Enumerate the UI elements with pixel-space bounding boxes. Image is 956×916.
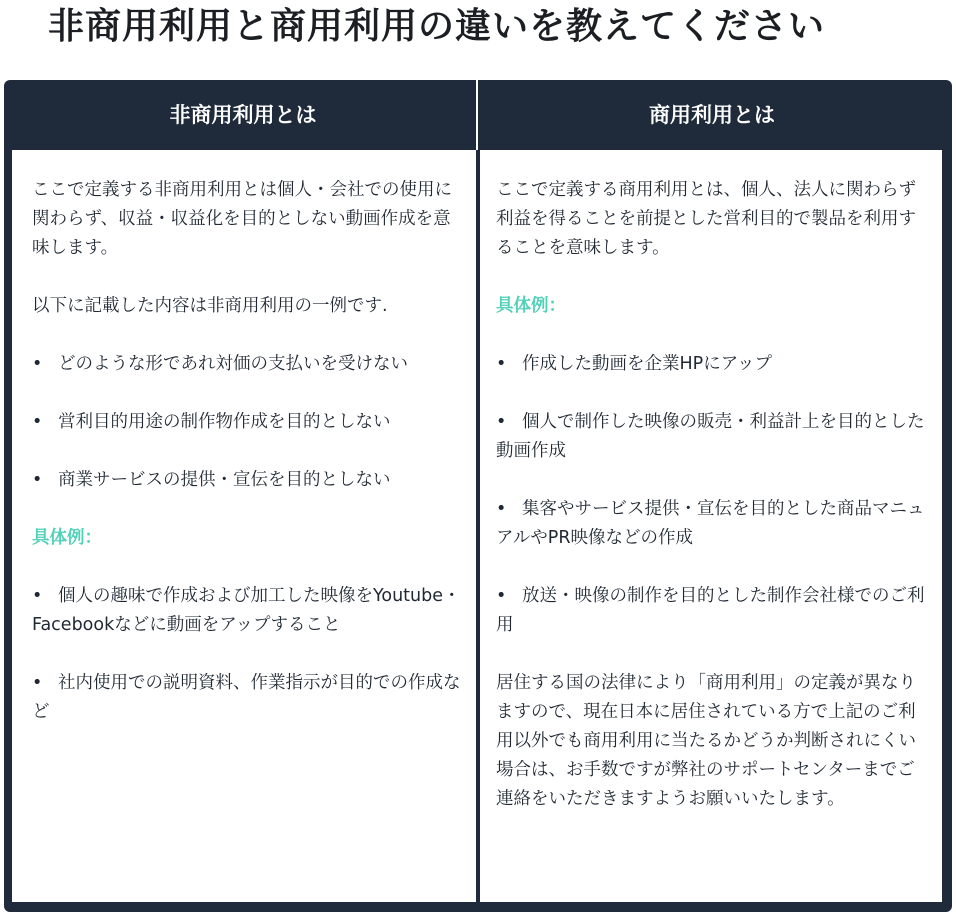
list-item-text: 商業サービスの提供・宣伝を目的としない (58, 470, 391, 490)
example-item (496, 582, 932, 640)
bullet-icon: • (32, 586, 43, 606)
list-item (32, 350, 466, 379)
column-divider (476, 80, 478, 150)
example-item-text: 放送・映像の制作を目的とした制作会社様でのご利用 (496, 586, 925, 635)
example-item-text: 集客やサービス提供・宣伝を目的とした商品マニュアルやPR映像などの作成 (496, 499, 925, 548)
example-item-text: 作成した動画を企業HPにアップ (522, 354, 772, 374)
bullet-icon: • (496, 354, 507, 374)
list-item-text: 営利目的用途の制作物作成を目的としない (58, 412, 391, 432)
bullet-icon: • (32, 354, 43, 374)
examples-label: 具体例： (32, 528, 102, 548)
example-item-text: 社内使用での説明資料、作業指示が目的での作成など (32, 673, 461, 722)
list-item (32, 466, 466, 495)
commercial-closing-note: 居住する国の法律により「商用利用」の定義が異なりますので、現在日本に居住されている方で上記のご利用以外でも商用利用に当たるかどうか判断されにくい場合は、お手数ですが弊社のサポートセンターまでご連絡をいただきますようお願いいたします。 (496, 673, 916, 809)
bullet-icon: • (496, 412, 507, 432)
examples-label: 具体例： (496, 296, 566, 316)
bullet-icon: • (32, 673, 43, 693)
example-item (496, 350, 932, 379)
commercial-definition: ここで定義する商用利用とは、個人、法人に関わらず利益を得ることを前提とした営利目的で製品を利用することを意味します。 (496, 180, 916, 258)
page-title: 非商用利用と商用利用の違いを教えてください (48, 6, 826, 47)
non-commercial-panel (12, 150, 476, 902)
list-item (32, 408, 466, 437)
example-item (32, 582, 466, 640)
example-item (496, 408, 932, 466)
example-item-text: 個人の趣味で作成および加工した映像をYoutube・Facebookなどに動画をアップすること (32, 586, 461, 635)
non-commercial-definition: ここで定義する非商用利用とは個人・会社での使用に関わらず、収益・収益化を目的としない動画作成を意味します。 (32, 180, 452, 258)
example-item (32, 669, 466, 727)
non-commercial-heading: 非商用利用とは (169, 103, 317, 127)
commercial-heading: 商用利用とは (649, 103, 775, 127)
bullet-icon: • (496, 586, 507, 606)
non-commercial-note: 以下に記載した内容は非商用利用の一例です. (32, 296, 388, 316)
example-item-text: 個人で制作した映像の販売・利益計上を目的とした動画作成 (496, 412, 925, 461)
list-item-text: どのような形であれ対価の支払いを受けない (58, 354, 408, 374)
bullet-icon: • (496, 499, 507, 519)
commercial-panel (480, 150, 942, 902)
bullet-icon: • (32, 470, 43, 490)
bullet-icon: • (32, 412, 43, 432)
example-item (496, 495, 932, 553)
